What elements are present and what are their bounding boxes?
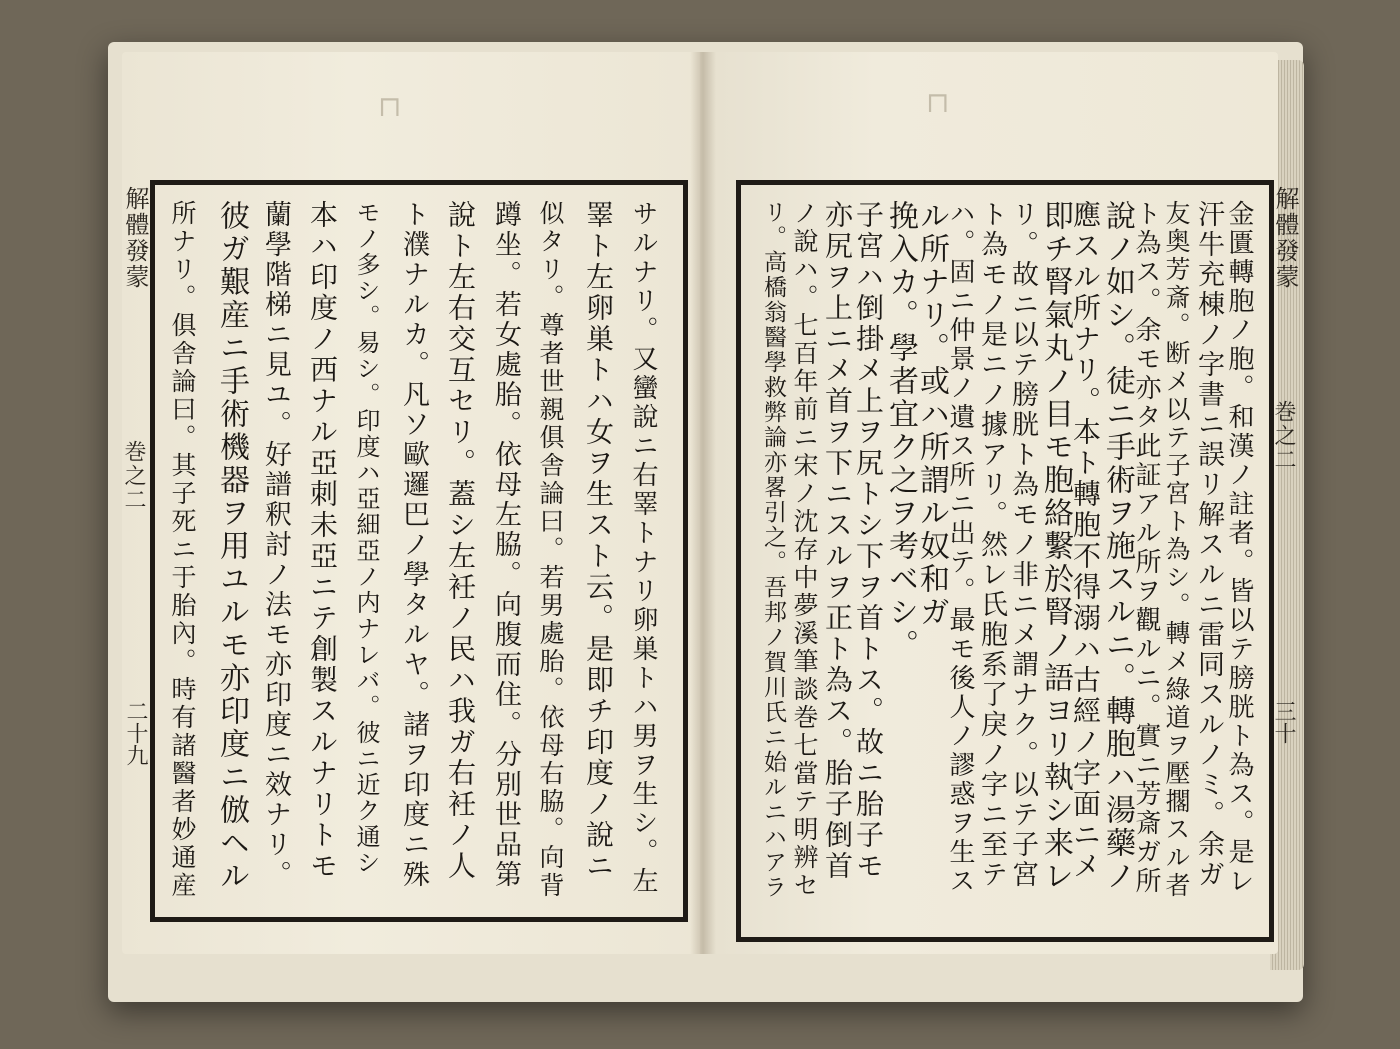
top-ink-mark-right: ⊓ (926, 86, 950, 119)
right_page-text-column: リ。故ニ以テ膀胱ト為モノ非ニメ謂ナク。以テ子宮 (1007, 200, 1038, 890)
left_page-text-column: モノ多シ。易シ。印度ハ亞細亞ノ内ナレバ。彼ニ近ク通シ (352, 200, 380, 876)
right_page-text-column: ノ說ハ。七百年前ニ宋ノ沈存中夢溪筆談巻七當テ明辨セ (790, 200, 819, 900)
left_page-text-column: サルナリ。又蠻說ニ右睪トナリ卵巣トハ男ヲ生シ。左 (628, 200, 658, 896)
right_page-text-column: ル所ナリ。或ハ所謂ル奴和ガ (914, 200, 949, 629)
left-running-title: 解體發蒙 (121, 186, 149, 290)
left_page-text-column: 似タリ。尊者世親俱舎論曰。若男處胎。依母右脇。向背 (536, 200, 565, 900)
right_page-text-column: 挽入カ。學者宜ク之ヲ考ベシ。 (883, 200, 918, 662)
right_page-text-column: リ。高橋翁醫學救弊論亦畧引之。吾邦ノ賀川氏ニ始ルニハアラ (760, 200, 786, 900)
left_page-text-column: 說ト左右交互セリ。蓋シ左衽ノ民ハ我ガ右衽ノ人 (444, 200, 477, 882)
right_page-text-column: 應スル所ナリ。本ト轉胞不得溺ハ古經ノ字面ニメ (1069, 200, 1102, 882)
right_page-text-column: ハ。固ニ仲景ノ遺ス所ニ出テ。最モ後人ノ謬惑ヲ生ス (945, 200, 975, 896)
right_page-text-column: 亦尻ヲ上ニメ首ヲ下ニスルヲ正ト為ス。胎子倒首 (821, 200, 854, 882)
right_page-text-column: 金匱轉胞ノ胞。和漢ノ註者。皆以テ膀胱ト為ス。是レ (1224, 200, 1254, 896)
left_page-text-column: 所ナリ。俱舎論曰。其子死ニ于胎內。時有諸醫者妙通産 (168, 200, 197, 900)
left_page-text-column: 彼ガ艱産ニ手術機器ヲ用ユルモ亦印度ニ倣ヘル (214, 200, 249, 893)
left-page-number: 二十九 (123, 700, 148, 766)
right_page-text-column: ト為ス。余モ亦タ此証アル所ヲ觀ルニ。實ニ芳斎ガ所 (1131, 200, 1161, 896)
right_page-text-column: ト為モノ是ニノ據アリ。然レ氏胞系了戾ノ字ニ至テ (976, 200, 1007, 890)
left_page-text-column: 睪ト左卵巣トハ女ヲ生スト云。是即チ印度ノ說ニ (582, 200, 615, 882)
right_page-text-column: 子宮ハ倒掛メ上ヲ尻トシ下ヲ首トス。故ニ胎子モ (852, 200, 885, 882)
right_page-text-column: 說ノ如シ。徒ニ手術ヲ施スルニ。轉胞ハ湯藥ノ (1100, 200, 1135, 893)
right-running-title: 解體發蒙 (1271, 186, 1299, 290)
left_page-text-column: 本ハ印度ノ西ナル亞刺未亞ニテ創製スルナリトモ (306, 200, 339, 882)
right_page-text-column: 友奥芳斎。断メ以テ子宮ト為シ。轉メ綠道ヲ壓擱スル者 (1162, 200, 1191, 900)
right-page-number: 三十 (1271, 700, 1296, 744)
left_page-text-column: 蹲坐。若女處胎。依母左脇。向腹而住。分別世品第 (490, 200, 521, 890)
top-ink-mark-left: ⊓ (378, 90, 402, 123)
left_page-text-column: ト濮ナルカ。凡ソ歐邏巴ノ學タルヤ。諸ヲ印度ニ殊 (398, 200, 429, 890)
right_page-text-column: 汗牛充棟ノ字書ニ誤リ解スルニ雷同スルノミ。余ガ (1193, 200, 1224, 890)
left_page-text-column: 蘭學階梯ニ見ユ。好譜釈討ノ法モ亦印度ニ效ナリ。 (260, 200, 291, 890)
right_page-text-column: 即チ腎氣丸ノ目モ胞絡繫於腎ノ語ヨリ執シ来レ (1038, 200, 1073, 893)
right-volume-label: 巻之二 (1271, 400, 1296, 472)
book-gutter (690, 52, 716, 954)
left-volume-label: 巻之二 (121, 440, 146, 512)
